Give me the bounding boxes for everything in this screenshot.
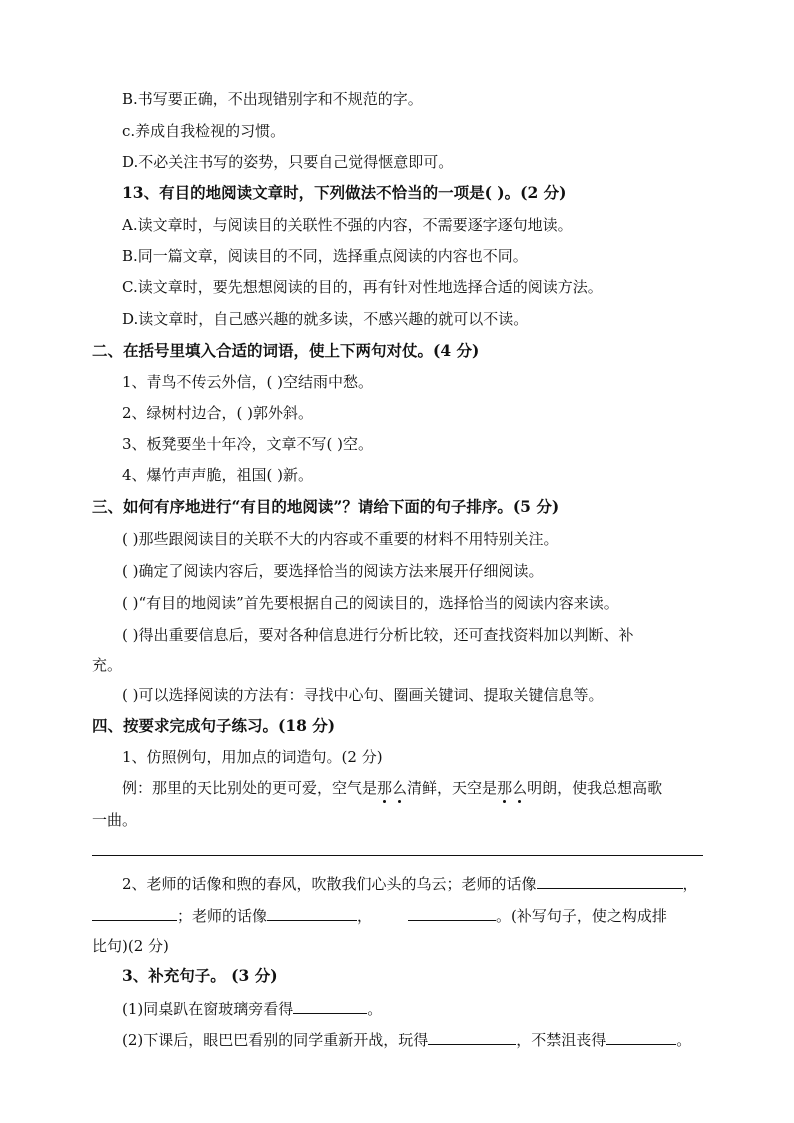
q12-option-b: B.书写要正确，不出现错别字和不规范的字。	[122, 90, 423, 108]
s4-q3-title: 3、补充句子。 (3 分)	[122, 966, 278, 985]
blank-field[interactable]	[92, 906, 177, 921]
blank-field[interactable]	[293, 999, 367, 1014]
q2-text-2-end: 。(补写句子，使之构成排	[496, 907, 667, 925]
q12-option-c: c.养成自我检视的习惯。	[122, 122, 286, 140]
q2-text-1: 2、老师的话像和煦的春风，吹散我们心头的乌云；老师的话像	[122, 875, 537, 893]
q13-option-c: C.读文章时，要先想想阅读的目的，再有针对性地选择合适的阅读方法。	[122, 278, 603, 296]
q3-text-1-end: 。	[367, 1000, 383, 1018]
s4-q2-line-1	[122, 874, 698, 893]
dotted-char: 那	[497, 779, 513, 797]
section-2-item-4: 4、爆竹声声脆，祖国( )新。	[122, 466, 314, 484]
section-3-item-4-continued: 充。	[92, 656, 123, 674]
section-3-title: 三、如何有序地进行“有目的地阅读”？请给下面的句子排序。(5 分)	[92, 497, 560, 516]
section-3-item-2: ( )确定了阅读内容后，要选择恰当的阅读方法来展开仔细阅读。	[122, 562, 544, 580]
s4-q2-line-2	[92, 906, 667, 925]
section-2-item-2: 2、绿树村边合，( )郭外斜。	[122, 404, 314, 422]
s4-q3-item-1	[122, 999, 382, 1018]
s4-q1-example-continued: 一曲。	[92, 811, 138, 829]
section-3-item-5: ( )可以选择阅读的方法有：寻找中心句、圈画关键词、提取关键信息等。	[122, 686, 604, 704]
q3-text-2-end: 。	[676, 1031, 692, 1049]
s4-q1-example	[122, 779, 662, 797]
section-2-item-3: 3、板凳要坐十年冷，文章不写( )空。	[122, 435, 374, 453]
section-3-item-1: ( )那些跟阅读目的关联不大的内容或不重要的材料不用特别关注。	[122, 530, 559, 548]
section-3-item-4: ( )得出重要信息后，要对各种信息进行分析比较，还可查找资料加以判断、补	[122, 626, 634, 644]
s4-q3-item-2	[122, 1030, 691, 1049]
q2-text-1-end: ，	[682, 875, 698, 893]
blank-field[interactable]	[267, 906, 357, 921]
section-2-title: 二、在括号里填入合适的词语，使上下两句对仗。(4 分)	[92, 341, 480, 360]
q13-option-a: A.读文章时，与阅读目的关联性不强的内容，不需要逐字逐句地读。	[122, 216, 573, 234]
section-4-title: 四、按要求完成句子练习。(18 分)	[92, 716, 336, 735]
q12-option-d: D.不必关注书写的姿势，只要自己觉得惬意即可。	[122, 153, 454, 171]
q3-text-2-mid: ，不禁沮丧得	[516, 1031, 607, 1049]
dotted-char: 么	[392, 779, 408, 797]
section-2-item-1: 1、青鸟不传云外信，( )空结雨中愁。	[122, 373, 374, 391]
q3-text-1: (1)同桌趴在窗玻璃旁看得	[122, 1000, 294, 1018]
q2-text-2-comma: ，	[357, 907, 373, 925]
q13-title: 13、有目的地阅读文章时，下列做法不恰当的一项是( )。(2 分)	[122, 183, 567, 202]
blank-field[interactable]	[408, 906, 496, 921]
dotted-char: 那	[377, 779, 393, 797]
example-text-c: 明朗，使我总想高歌	[527, 779, 663, 797]
q3-text-2: (2)下课后，眼巴巴看别的同学重新开战，玩得	[122, 1031, 429, 1049]
q13-option-d: D.读文章时，自己感兴趣的就多读，不感兴趣的就可以不读。	[122, 310, 529, 328]
s4-q1-title: 1、仿照例句，用加点的词造句。(2 分)	[122, 748, 383, 766]
blank-field[interactable]	[428, 1030, 516, 1045]
example-text-a: 例：那里的天比别处的更可爱，空气是	[122, 779, 378, 797]
dotted-char: 么	[512, 779, 528, 797]
section-3-item-3: ( )“有目的地阅读”首先要根据自己的阅读目的，选择恰当的阅读内容来读。	[122, 594, 619, 612]
s4-q2-line-3: 比句)(2 分)	[92, 937, 169, 955]
blank-field[interactable]	[537, 874, 683, 889]
example-text-b: 清鲜，天空是	[407, 779, 498, 797]
q2-text-2: ；老师的话像	[177, 907, 268, 925]
answer-line[interactable]	[92, 855, 703, 856]
blank-field[interactable]	[606, 1030, 676, 1045]
q13-option-b: B.同一篇文章，阅读目的不同，选择重点阅读的内容也不同。	[122, 247, 528, 265]
